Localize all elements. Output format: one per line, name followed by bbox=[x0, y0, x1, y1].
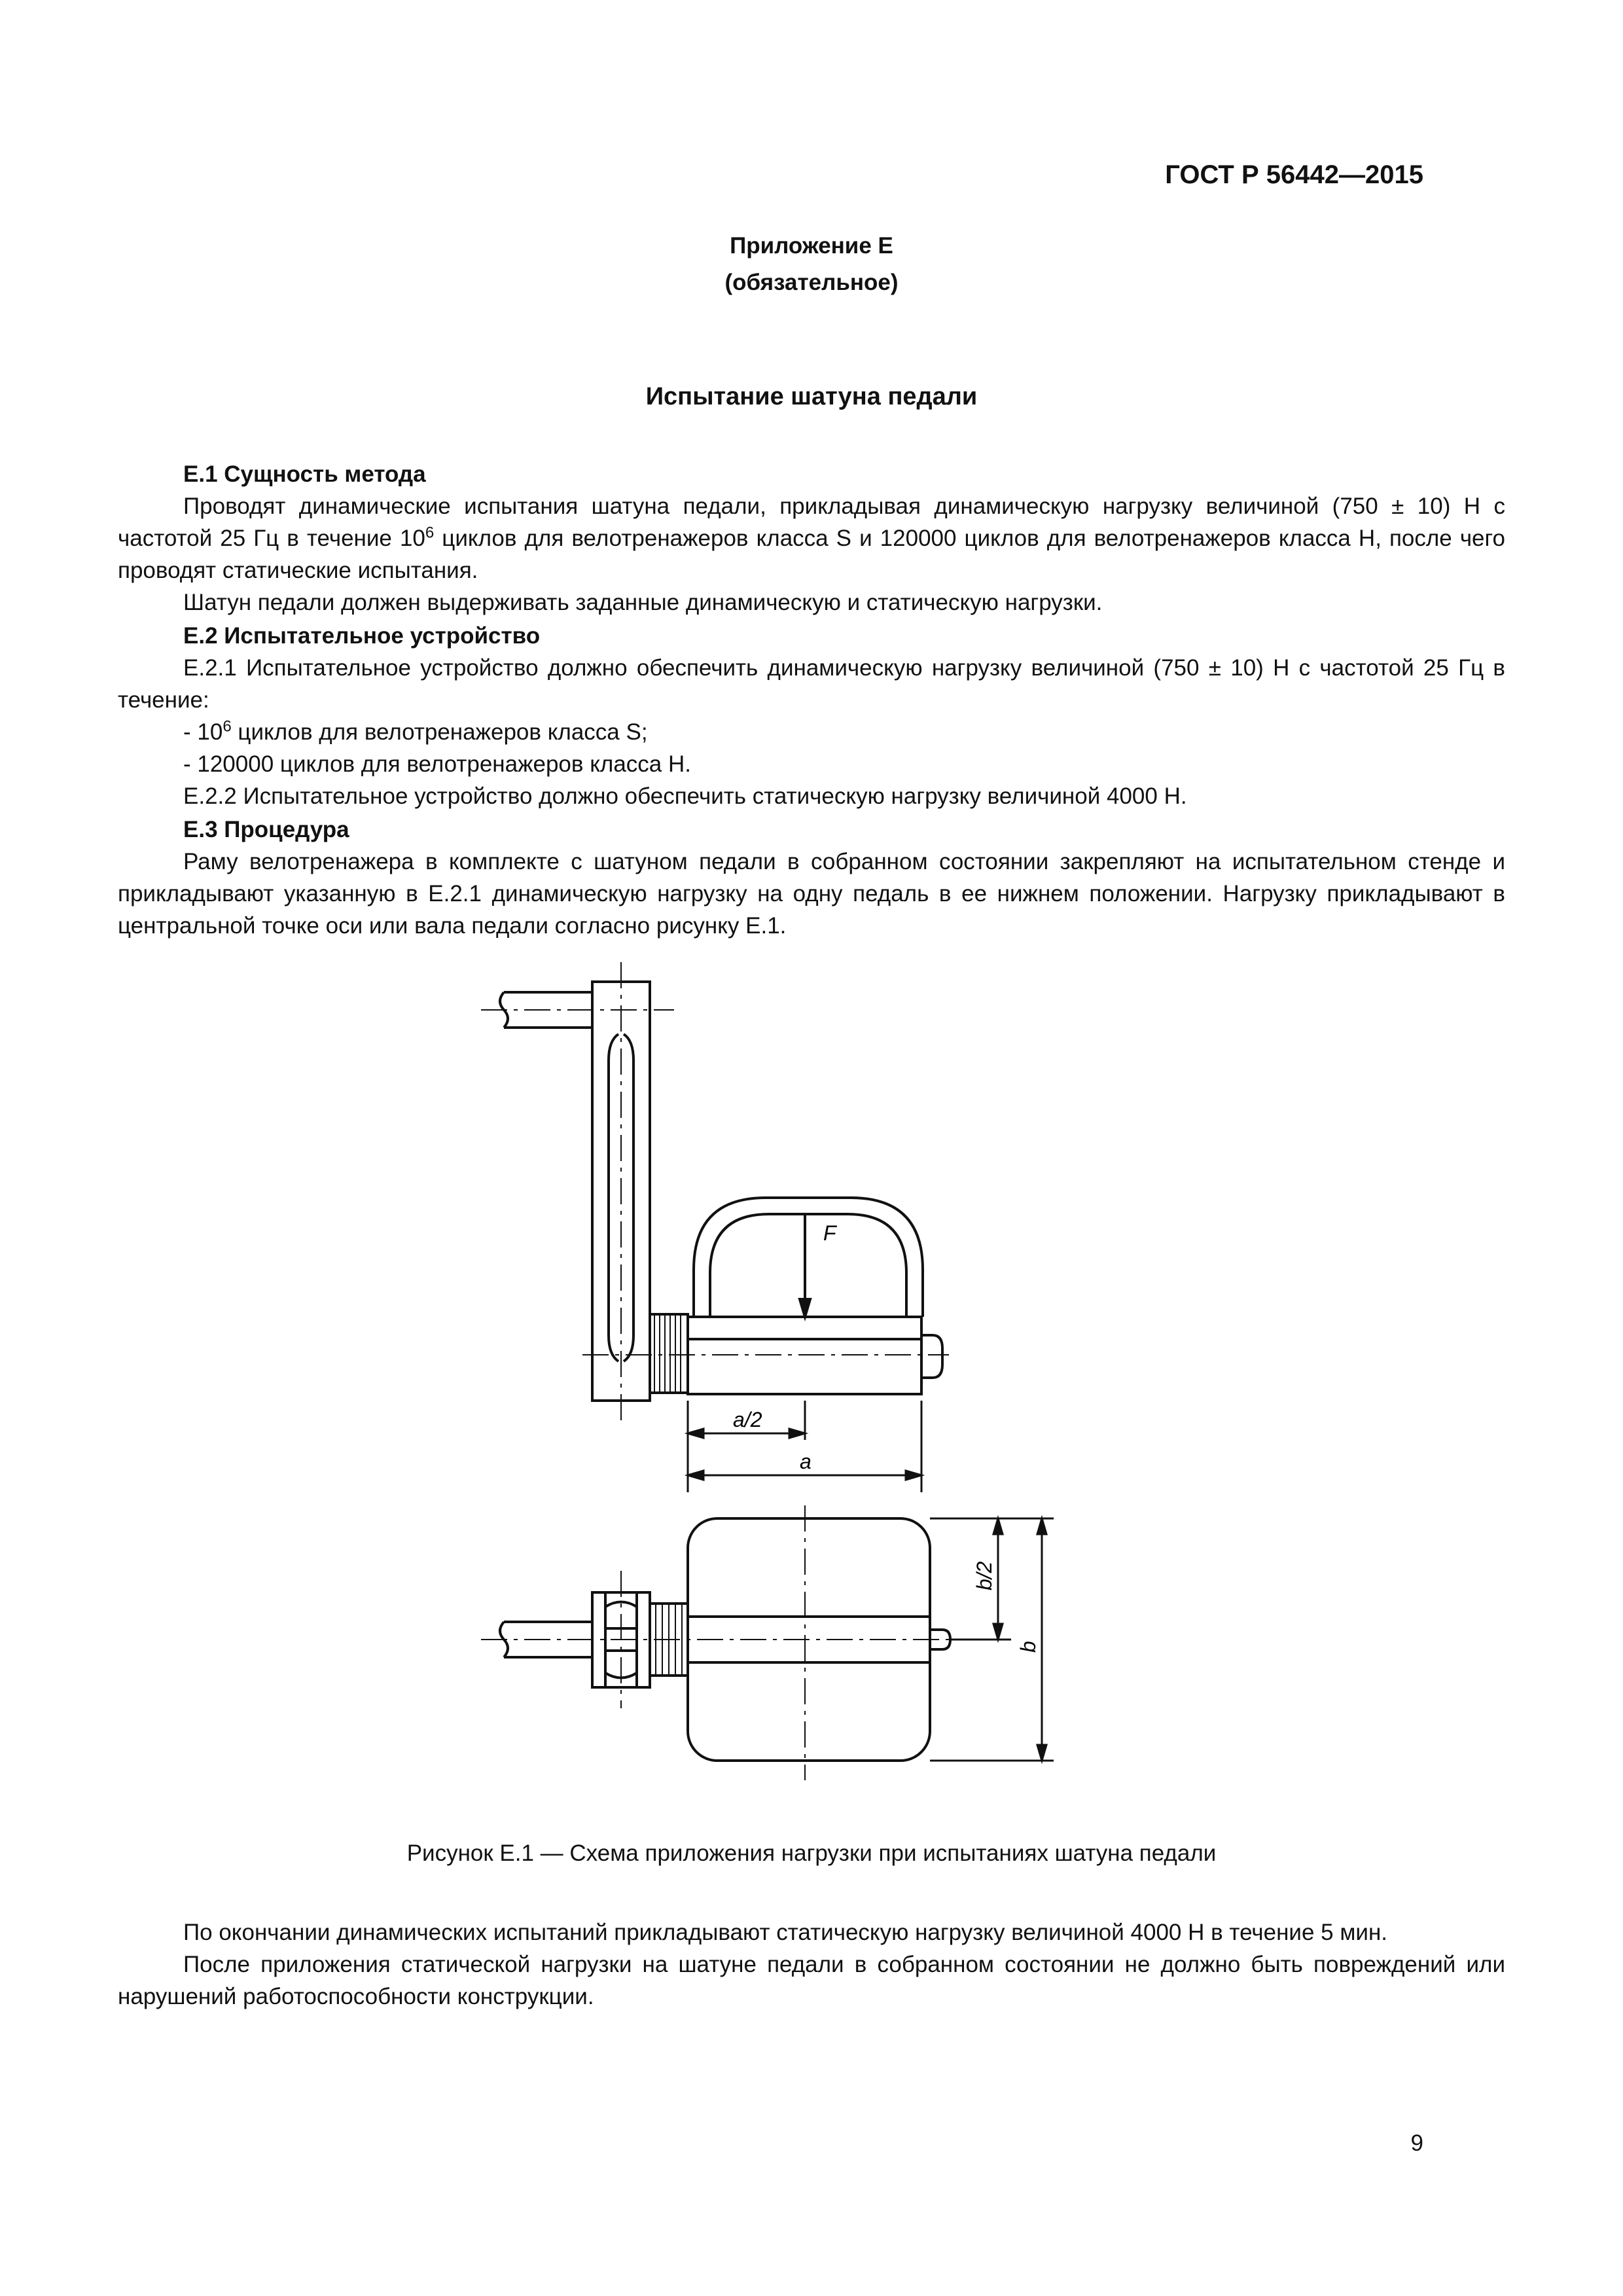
force-label: F bbox=[823, 1221, 836, 1245]
section-after-figure bbox=[118, 1916, 1505, 2013]
pedal-nut-top bbox=[650, 1314, 688, 1393]
force-arrow bbox=[800, 1214, 810, 1317]
pedal-body-top bbox=[688, 1198, 942, 1394]
document-code: ГОСТ Р 56442—2015 bbox=[1165, 160, 1423, 189]
e3-paragraph-1: Раму велотренажера в комплекте с шатуном педали в собранном состоянии закрепляют на испытательном стенде и прикладывают указанную в Е.2.1 динамическую нагрузку на одну педаль в ее нижнем положении. Нагрузку прикладывают в центральной точке оси или вала педали согласно рисунку Е.1. bbox=[118, 849, 1505, 939]
page-number: 9 bbox=[1410, 2130, 1423, 2156]
e3-heading: Е.3 Процедура bbox=[183, 817, 349, 842]
e2-list-item-2: - 120000 циклов для велотренажеров класса Н. bbox=[183, 751, 691, 777]
e1-paragraph-1: Проводят динамические испытания шатуна педали, прикладывая динамическую нагрузку величиной (750 ± 10) Н с частотой 25 Гц в течение $10^6$ циклов для велотренажеров класса S и 120000 циклов для велотренажеров класса Н, после чего проводят статические испытания. bbox=[118, 493, 1505, 583]
e2-paragraph-2: Е.2.2 Испытательное устройство должно обеспечить статическую нагрузку величиной 4000 Н. bbox=[183, 783, 1187, 809]
e2-list-item-1: - $10^6$ циклов для велотренажеров класса S; bbox=[183, 717, 648, 745]
appendix-status: (обязательное) bbox=[724, 270, 899, 295]
e1-heading: Е.1 Сущность метода bbox=[183, 461, 426, 487]
e1-paragraph-2: Шатун педали должен выдерживать заданные динамическую и статическую нагрузки. bbox=[183, 590, 1103, 615]
dimension-a bbox=[688, 1401, 921, 1492]
e2-heading: Е.2 Испытательное устройство bbox=[183, 623, 541, 649]
after-paragraph-2: После приложения статической нагрузки на шатуне педали в собранном состоянии не должно быть повреждений или нарушений работоспособности конструкции. bbox=[118, 1952, 1505, 2009]
figure-caption: Рисунок Е.1 — Схема приложения нагрузки при испытаниях шатуна педали bbox=[406, 1840, 1217, 1866]
dimension-label-a-half: a/2 bbox=[733, 1408, 762, 1431]
after-paragraph-1: По окончании динамических испытаний прикладывают статическую нагрузку величиной 4000 Н в течение 5 мин. bbox=[183, 1920, 1387, 1945]
dimension-label-a: a bbox=[800, 1450, 812, 1473]
dimension-label-b-half: b/2 bbox=[972, 1561, 996, 1590]
e2-paragraph-1: Е.2.1 Испытательное устройство должно обеспечить динамическую нагрузку величиной (750 ± 10) Н с частотой 25 Гц в течение: bbox=[118, 655, 1505, 713]
dimension-label-b: b bbox=[1016, 1641, 1040, 1653]
section-title: Испытание шатуна педали bbox=[645, 383, 978, 410]
appendix-title: Приложение Е bbox=[730, 233, 893, 259]
